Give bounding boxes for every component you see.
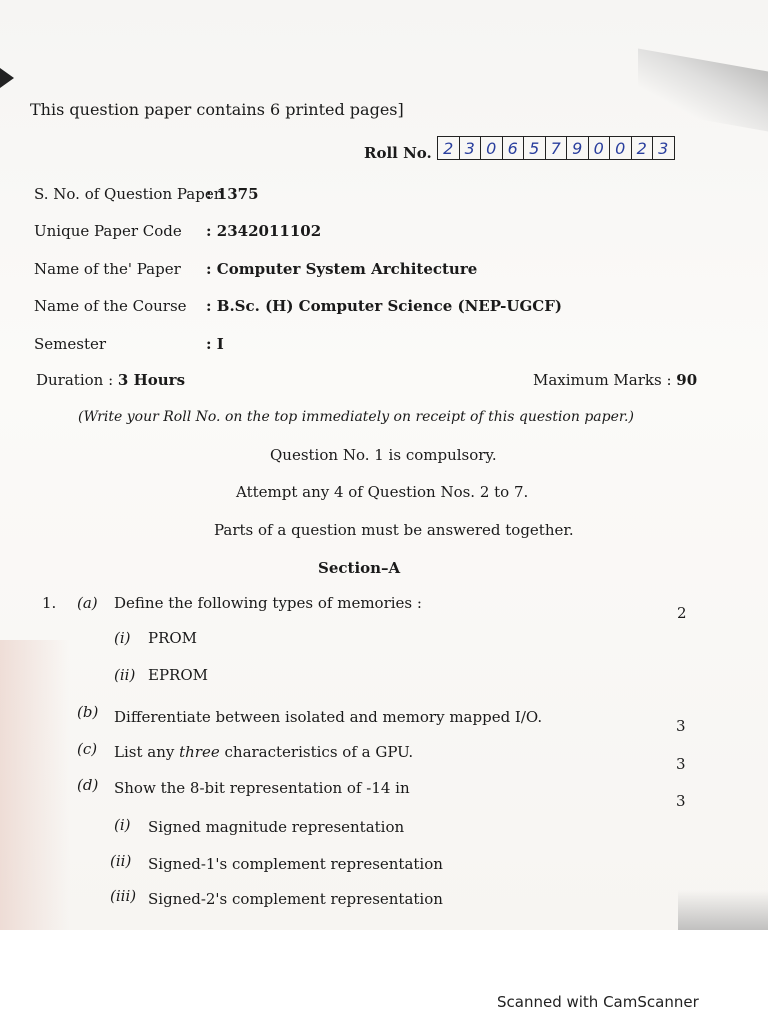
- subpart-text-d-ii: Signed-1's complement representation: [148, 855, 443, 873]
- roll-digit: 2: [438, 137, 460, 159]
- roll-digit: 7: [546, 137, 568, 159]
- meta-value-serial: : 1375: [206, 185, 259, 203]
- part-text-a: Define the following types of memories :: [114, 594, 422, 612]
- max-marks-value: 90: [676, 371, 698, 389]
- marks-d: 3: [676, 792, 686, 810]
- meta-value-paper-name: : Computer System Architecture: [206, 260, 478, 278]
- subpart-tag-a-ii: (ii): [114, 666, 136, 684]
- corner-arrow-icon: [0, 68, 14, 88]
- rule-parts: Parts of a question must be answered together.: [214, 521, 574, 539]
- meta-value-course: : B.Sc. (H) Computer Science (NEP-UGCF): [206, 297, 562, 315]
- roll-digit: 0: [589, 137, 611, 159]
- page-left-shadow: [0, 640, 70, 930]
- meta-label-serial: S. No. of Question Paper: [34, 185, 221, 203]
- meta-label-semester: Semester: [34, 335, 107, 353]
- roll-digit: 3: [460, 137, 482, 159]
- roll-digit: 6: [503, 137, 525, 159]
- subpart-tag-d-iii: (iii): [110, 887, 137, 905]
- subpart-tag-d-i: (i): [114, 816, 131, 834]
- rule-attempt: Attempt any 4 of Question Nos. 2 to 7.: [236, 483, 529, 501]
- page-bottom-shadow: [678, 890, 768, 930]
- marks-a: 2: [677, 604, 687, 622]
- part-text-b: Differentiate between isolated and memory mapped I/O.: [114, 708, 543, 726]
- meta-label-paper-name: Name of the' Paper: [34, 260, 181, 278]
- page-corner-shadow: [638, 49, 768, 132]
- subpart-text-a-ii: EPROM: [148, 666, 208, 684]
- subpart-text-d-i: Signed magnitude representation: [148, 818, 405, 836]
- part-tag-b: (b): [77, 703, 99, 721]
- part-text-d: Show the 8-bit representation of -14 in: [114, 779, 410, 797]
- meta-label-paper-code: Unique Paper Code: [34, 222, 182, 240]
- subpart-tag-a-i: (i): [114, 629, 131, 647]
- meta-value-semester: : I: [206, 335, 224, 353]
- pages-line: This question paper contains 6 printed pages]: [30, 100, 404, 119]
- marks-c: 3: [676, 755, 686, 773]
- maximum-marks: [533, 371, 697, 389]
- roll-instruction: (Write your Roll No. on the top immediately on receipt of this question paper.): [78, 409, 634, 425]
- subpart-text-d-iii: Signed-2's complement representation: [148, 890, 443, 908]
- roll-digit: 5: [524, 137, 546, 159]
- marks-b: 3: [676, 717, 686, 735]
- roll-digit: 9: [567, 137, 589, 159]
- duration-label: Duration :: [36, 371, 114, 389]
- part-tag-d: (d): [77, 776, 99, 794]
- question-number: 1.: [42, 594, 57, 612]
- subpart-tag-d-ii: (ii): [110, 852, 132, 870]
- roll-number-box: [437, 136, 675, 160]
- meta-value-paper-code: : 2342011102: [206, 222, 322, 240]
- roll-digit: 0: [610, 137, 632, 159]
- part-text-c: List any three characteristics of a GPU.: [114, 743, 414, 761]
- section-heading: Section–A: [318, 559, 401, 577]
- roll-digit: 3: [658, 138, 669, 158]
- max-marks-label: Maximum Marks :: [533, 371, 672, 389]
- roll-number-label: Roll No.: [364, 144, 432, 162]
- scanner-watermark: Scanned with CamScanner: [497, 993, 699, 1011]
- roll-digit: 0: [481, 137, 503, 159]
- meta-label-course: Name of the Course: [34, 297, 187, 315]
- part-tag-a: (a): [77, 594, 98, 612]
- part-tag-c: (c): [77, 740, 98, 758]
- subpart-text-a-i: PROM: [148, 629, 198, 647]
- rule-compulsory: Question No. 1 is compulsory.: [270, 446, 497, 464]
- roll-digit: 2: [632, 137, 654, 159]
- duration-value: 3 Hours: [117, 371, 186, 389]
- duration: [36, 371, 185, 389]
